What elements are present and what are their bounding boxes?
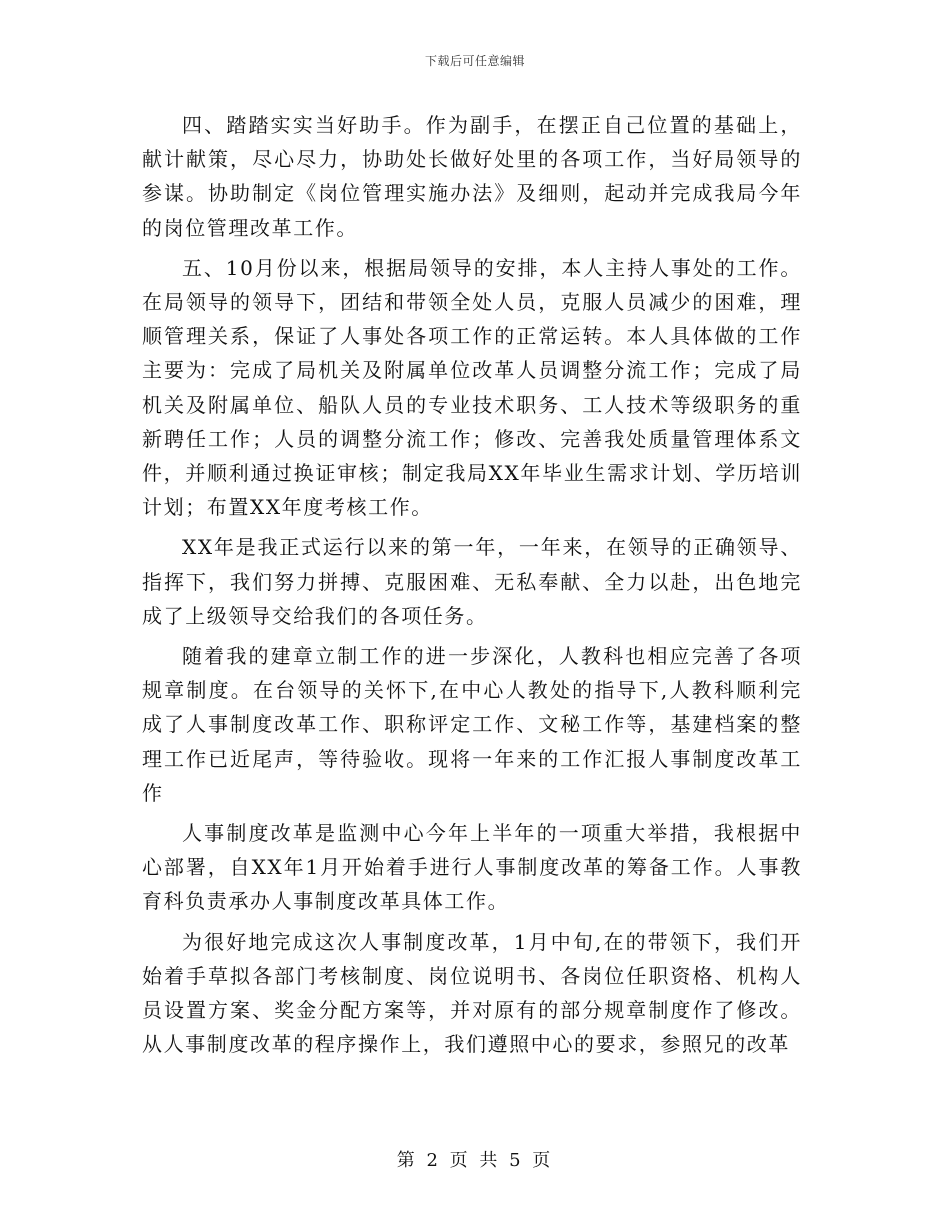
document-body xyxy=(142,108,802,1067)
paragraph-5: 人事制度改革是监测中心今年上半年的一项重大举措，我根据中心部署，自XX年1月开始着手进行人事制度改革的筹备工作。人事教育科负责承办人事制度改革具体工作。 xyxy=(142,821,802,914)
paragraph-2: 五、10月份以来，根据局领导的安排，本人主持人事处的工作。在局领导的领导下，团结和带领全处人员，克服人员减少的困难，理顺管理关系，保证了人事处各项工作的正常运转。本人具体做的工作主要为：完成了局机关及附属单位改革人员调整分流工作；完成了局机关及附属单位、船队人员的专业技术职务、工人技术等级职务的重新聘任工作；人员的调整分流工作；修改、完善我处质量管理体系文件，并顺利通过换证审核；制定我局XX年毕业生需求计划、学历培训计划；布置XX年度考核工作。 xyxy=(142,255,802,520)
page-number: 第 2 页 共 5 页 xyxy=(396,1150,554,1171)
paragraph-4: 随着我的建章立制工作的进一步深化，人教科也相应完善了各项规章制度。在台领导的关怀下,在中心人教处的指导下,人教科顺利完成了人事制度改革工作、职称评定工作、文秘工作等，基建档案的整理工作已近尾声，等待验收。现将一年来的工作汇报人事制度改革工作 xyxy=(142,644,802,805)
paragraph-1: 四、踏踏实实当好助手。作为副手，在摆正自己位置的基础上，献计献策，尽心尽力，协助处长做好处里的各项工作，当好局领导的参谋。协助制定《岗位管理实施办法》及细则，起动并完成我局今年的岗位管理改革工作。 xyxy=(142,113,802,240)
page-header: 下载后可任意编辑 xyxy=(424,54,525,68)
paragraph-3: XX年是我正式运行以来的第一年，一年来，在领导的正确领导、指挥下，我们努力拼搏、克服困难、无私奉献、全力以赴，出色地完成了上级领导交给我们的各项任务。 xyxy=(142,535,802,628)
paragraph-6: 为很好地完成这次人事制度改革，1月中旬,在的带领下，我们开始着手草拟各部门考核制度、岗位说明书、各岗位任职资格、机构人员设置方案、奖金分配方案等，并对原有的部分规章制度作了修改。从人事制度改革的程序操作上，我们遵照中心的要求，参照兄的改革 xyxy=(142,929,802,1057)
